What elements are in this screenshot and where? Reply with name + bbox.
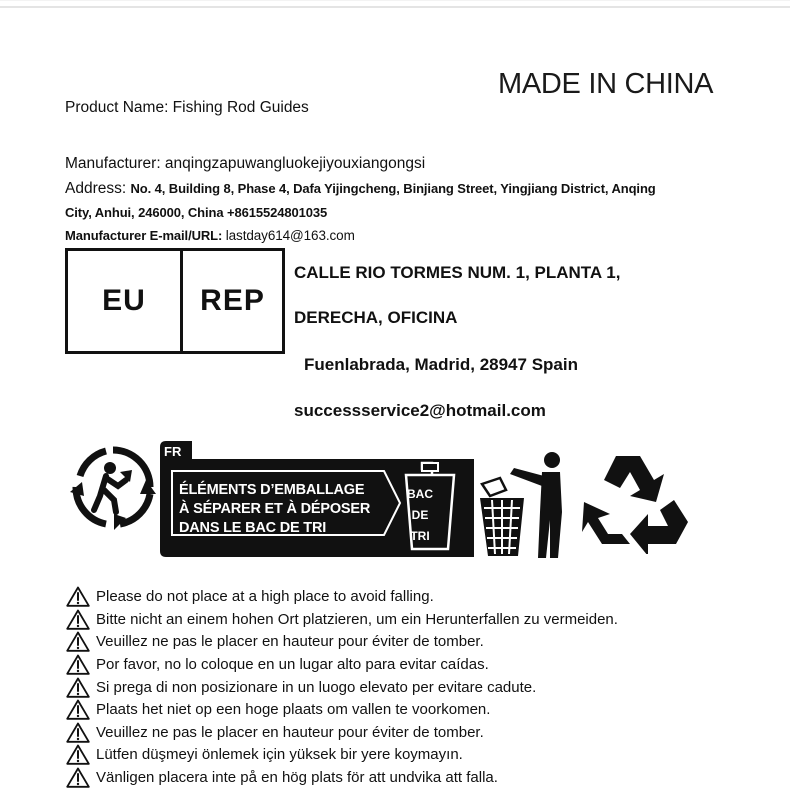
manufacturer-email <box>65 228 355 243</box>
warning-line-6 <box>66 699 490 720</box>
email-value: lastday614@163.com <box>225 228 355 243</box>
warning-text: Vänligen placera inte på en hög plats för att undvika att falla. <box>96 769 498 786</box>
warning-text: Por favor, no lo coloque en un lugar alto para evitar caídas. <box>96 656 489 673</box>
address-value: No. 4, Building 8, Phase 4, Dafa Yijingcheng, Binjiang Street, Yingjiang District, Anqing <box>130 181 656 196</box>
made-in-label: MADE IN CHINA <box>498 68 714 100</box>
warning-icon <box>66 722 90 743</box>
eu-rep-address-line-3: Fuenlabrada, Madrid, 28947 Spain <box>304 355 578 374</box>
warning-icon <box>66 744 90 765</box>
eu-rep-box-left: EU <box>68 251 183 351</box>
tidyman-icon <box>478 450 574 560</box>
eu-rep-symbol <box>65 248 285 354</box>
warning-text: Plaats het niet op een hoge plaats om vallen te voorkomen. <box>96 701 491 718</box>
bin-label-1: BAC <box>407 487 433 501</box>
eu-rep-email: successservice2@hotmail.com <box>294 401 546 420</box>
warning-line-8 <box>66 744 463 765</box>
warning-text: Si prega di non posizionare in un luogo elevato per evitare cadute. <box>96 679 537 696</box>
fr-country-label: FR <box>164 444 182 459</box>
warning-text: Please do not place at a high place to avoid falling. <box>96 588 434 605</box>
warning-line-7 <box>66 722 484 743</box>
address-label: Address: <box>65 180 131 197</box>
email-label: Manufacturer E-mail/URL: <box>65 228 226 243</box>
warning-line-4 <box>66 654 489 675</box>
warning-icon <box>66 609 90 630</box>
eu-rep-box-right: REP <box>200 284 265 317</box>
top-border <box>0 0 790 1</box>
fr-sorting-text <box>179 481 370 538</box>
warning-text: Veuillez ne pas le placer en hauteur pour éviter de tomber. <box>96 633 484 650</box>
product-name: Product Name: Fishing Rod Guides <box>65 99 309 116</box>
triman-icon <box>70 444 156 530</box>
bin-label-2: DE <box>411 508 429 522</box>
warning-text: Bitte nicht an einem hohen Ort platzieren, um ein Herunterfallen zu vermeiden. <box>96 611 618 628</box>
warning-line-5 <box>66 677 536 698</box>
warning-icon <box>66 677 90 698</box>
eu-rep-address-line-1: CALLE RIO TORMES NUM. 1, PLANTA 1, <box>294 263 621 282</box>
address-line-1 <box>65 180 656 198</box>
warning-line-3 <box>66 631 484 652</box>
fr-text-line-3: DANS LE BAC DE TRI <box>179 520 327 536</box>
fr-text-line-2: À SÉPARER ET À DÉPOSER <box>179 501 371 517</box>
eu-rep-address-line-2: DERECHA, OFICINA <box>294 308 458 327</box>
warning-icon <box>66 586 90 607</box>
address-line-2: City, Anhui, 246000, China +8615524801035 <box>65 205 328 220</box>
warning-line-2 <box>66 609 618 630</box>
bin-label-3: TRI <box>410 529 430 543</box>
fr-text-line-1: ÉLÉMENTS D’EMBALLAGE <box>179 482 365 498</box>
warning-icon <box>66 699 90 720</box>
warning-text: Lütfen düşmeyi önlemek için yüksek bir yere koymayın. <box>96 746 463 763</box>
top-divider <box>0 6 790 8</box>
warning-line-1 <box>66 586 434 607</box>
warning-icon <box>66 631 90 652</box>
warning-icon <box>66 654 90 675</box>
recycle-icon <box>582 452 690 554</box>
manufacturer-name: Manufacturer: anqingzapuwangluokejiyouxiangongsi <box>65 155 426 172</box>
warning-icon <box>66 767 90 788</box>
warning-text: Veuillez ne pas le placer en hauteur pour éviter de tomber. <box>96 724 484 741</box>
warning-line-9 <box>66 767 498 788</box>
